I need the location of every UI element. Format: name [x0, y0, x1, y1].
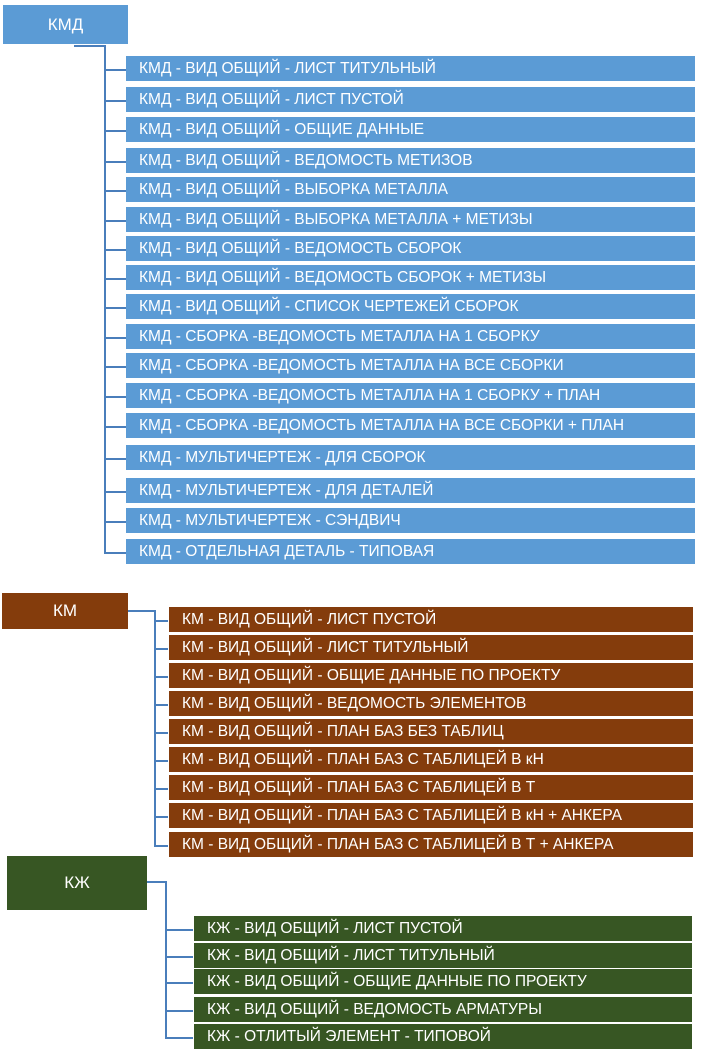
kzh-list-item: КЖ - ВИД ОБЩИЙ - ВЕДОМОСТЬ АРМАТУРЫ: [193, 996, 693, 1023]
kmd-branch-connector: [104, 130, 128, 132]
km-list-item: КМ - ВИД ОБЩИЙ - ПЛАН БАЗ С ТАБЛИЦЕЙ В кН + АНКЕРА: [168, 802, 694, 829]
kzh-list-item: КЖ - ВИД ОБЩИЙ - ЛИСТ ПУСТОЙ: [193, 915, 693, 942]
km-branch-connector: [154, 648, 169, 650]
kmd-branch-connector: [104, 491, 128, 493]
kzh-root-node: КЖ: [7, 856, 147, 910]
km-list-item: КМ - ВИД ОБЩИЙ - ПЛАН БАЗ С ТАБЛИЦЕЙ В Т: [168, 774, 694, 801]
kmd-branch-connector: [104, 396, 128, 398]
km-list-item: КМ - ВИД ОБЩИЙ - ПЛАН БАЗ БЕЗ ТАБЛИЦ: [168, 718, 694, 745]
kzh-branch-connector: [165, 1010, 194, 1012]
km-branch-connector: [154, 620, 169, 622]
kmd-branch-connector: [104, 249, 128, 251]
kmd-branch-connector: [104, 426, 128, 428]
km-branch-connector: [154, 676, 169, 678]
km-branch-connector: [154, 788, 169, 790]
kmd-list-item: КМД - МУЛЬТИЧЕРТЕЖ - СЭНДВИЧ: [126, 508, 695, 533]
kmd-list-item: КМД - СБОРКА -ВЕДОМОСТЬ МЕТАЛЛА НА 1 СБОРКУ: [126, 324, 695, 349]
kmd-branch-connector: [104, 552, 128, 554]
kmd-list-item: КМД - СБОРКА -ВЕДОМОСТЬ МЕТАЛЛА НА ВСЕ СБОРКИ + ПЛАН: [126, 413, 695, 438]
km-list-item: КМ - ВИД ОБЩИЙ - ОБЩИЕ ДАННЫЕ ПО ПРОЕКТУ: [168, 662, 694, 689]
km-root-node: КМ: [2, 593, 128, 629]
km-list-item: КМ - ВИД ОБЩИЙ - ПЛАН БАЗ С ТАБЛИЦЕЙ В кН: [168, 746, 694, 773]
km-branch-connector: [154, 732, 169, 734]
km-connector-vertical: [154, 610, 156, 845]
kmd-list-item: КМД - ВИД ОБЩИЙ - ЛИСТ ПУСТОЙ: [126, 87, 695, 112]
kmd-branch-connector: [104, 100, 128, 102]
kmd-list-item: КМД - ВИД ОБЩИЙ - ЛИСТ ТИТУЛЬНЫЙ: [126, 56, 695, 81]
kzh-branch-connector: [165, 1037, 194, 1039]
kmd-list-item: КМД - ВИД ОБЩИЙ - ВЕДОМОСТЬ СБОРОК: [126, 236, 695, 261]
kmd-list-item: КМД - ВИД ОБЩИЙ - СПИСОК ЧЕРТЕЖЕЙ СБОРОК: [126, 294, 695, 319]
kmd-branch-connector: [104, 278, 128, 280]
kzh-branch-connector: [165, 956, 194, 958]
kzh-list-item: КЖ - ВИД ОБЩИЙ - ОБЩИЕ ДАННЫЕ ПО ПРОЕКТУ: [193, 968, 693, 995]
kmd-list-item: КМД - СБОРКА -ВЕДОМОСТЬ МЕТАЛЛА НА 1 СБОРКУ + ПЛАН: [126, 383, 695, 408]
kzh-connector-vertical: [165, 881, 167, 1038]
km-list-item: КМ - ВИД ОБЩИЙ - ЛИСТ ПУСТОЙ: [168, 606, 694, 633]
kmd-list-item: КМД - МУЛЬТИЧЕРТЕЖ - ДЛЯ ДЕТАЛЕЙ: [126, 478, 695, 503]
kmd-list-item: КМД - ВИД ОБЩИЙ - ВЫБОРКА МЕТАЛЛА: [126, 177, 695, 202]
kmd-list-item: КМД - ВИД ОБЩИЙ - ВЕДОМОСТЬ МЕТИЗОВ: [126, 148, 695, 173]
kmd-branch-connector: [104, 337, 128, 339]
kzh-list-item: КЖ - ВИД ОБЩИЙ - ЛИСТ ТИТУЛЬНЫЙ: [193, 942, 693, 969]
kmd-list-item: КМД - ОТДЕЛЬНАЯ ДЕТАЛЬ - ТИПОВАЯ: [126, 539, 695, 564]
kzh-branch-connector: [165, 929, 194, 931]
kmd-branch-connector: [104, 190, 128, 192]
km-branch-connector: [154, 704, 169, 706]
kmd-connector-vertical: [104, 45, 106, 553]
kzh-branch-connector: [165, 982, 194, 984]
kmd-branch-connector: [104, 521, 128, 523]
kmd-branch-connector: [104, 366, 128, 368]
kmd-branch-connector: [104, 458, 128, 460]
kmd-root-node: КМД: [3, 5, 128, 44]
kmd-connector-horizontal: [74, 45, 106, 47]
km-branch-connector: [154, 845, 169, 847]
km-list-item: КМ - ВИД ОБЩИЙ - ПЛАН БАЗ С ТАБЛИЦЕЙ В Т + АНКЕРА: [168, 831, 694, 858]
km-connector-horizontal: [128, 610, 156, 612]
kmd-branch-connector: [104, 161, 128, 163]
kmd-branch-connector: [104, 69, 128, 71]
kmd-list-item: КМД - ВИД ОБЩИЙ - ОБЩИЕ ДАННЫЕ: [126, 117, 695, 142]
kmd-list-item: КМД - МУЛЬТИЧЕРТЕЖ - ДЛЯ СБОРОК: [126, 445, 695, 470]
kmd-list-item: КМД - ВИД ОБЩИЙ - ВЕДОМОСТЬ СБОРОК + МЕТИЗЫ: [126, 265, 695, 290]
km-list-item: КМ - ВИД ОБЩИЙ - ВЕДОМОСТЬ ЭЛЕМЕНТОВ: [168, 690, 694, 717]
kzh-connector-horizontal: [147, 881, 167, 883]
kzh-list-item: КЖ - ОТЛИТЫЙ ЭЛЕМЕНТ - ТИПОВОЙ: [193, 1023, 693, 1050]
kmd-list-item: КМД - ВИД ОБЩИЙ - ВЫБОРКА МЕТАЛЛА + МЕТИЗЫ: [126, 207, 695, 232]
km-branch-connector: [154, 816, 169, 818]
km-list-item: КМ - ВИД ОБЩИЙ - ЛИСТ ТИТУЛЬНЫЙ: [168, 634, 694, 661]
kmd-list-item: КМД - СБОРКА -ВЕДОМОСТЬ МЕТАЛЛА НА ВСЕ СБОРКИ: [126, 353, 695, 378]
kmd-branch-connector: [104, 220, 128, 222]
kmd-branch-connector: [104, 307, 128, 309]
km-branch-connector: [154, 760, 169, 762]
